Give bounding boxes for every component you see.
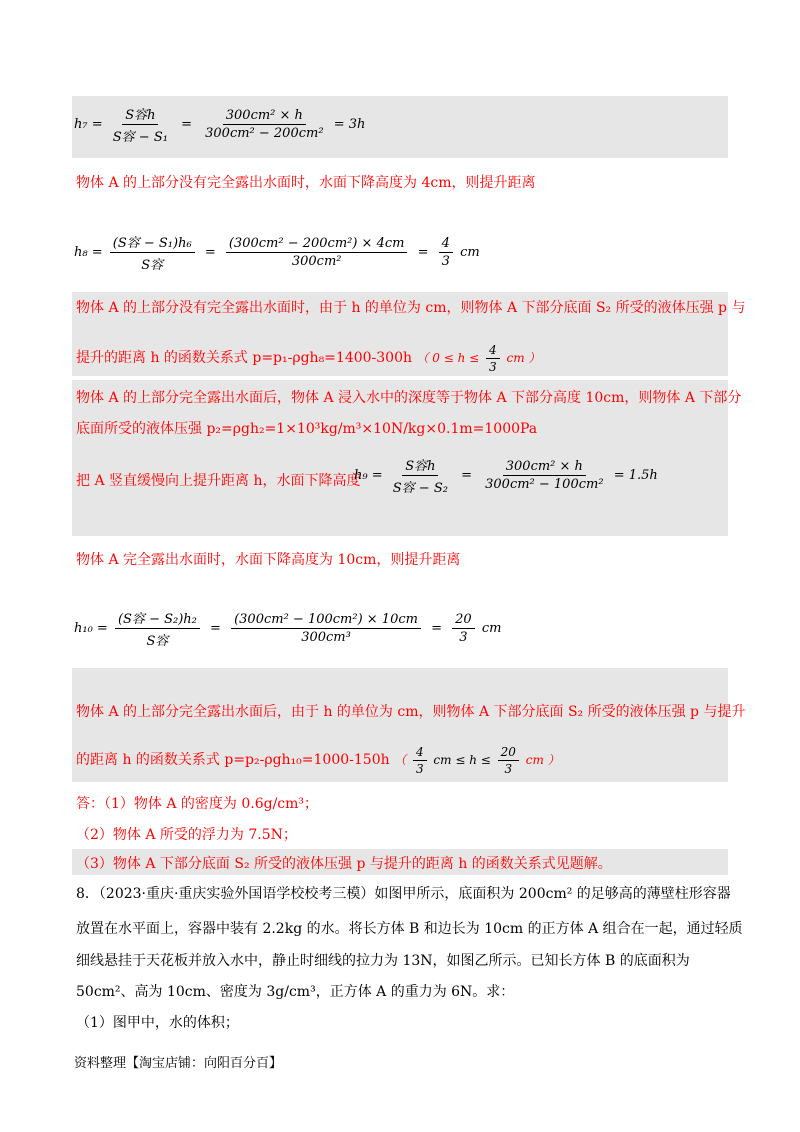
fraction: [110, 104, 171, 145]
function-expression: 的距离 h 的函数关系式 p=p₂-ρgh₁₀=1000-150h: [76, 752, 390, 768]
range-expression: [416, 343, 541, 374]
formula-lhs: h₉ =: [354, 468, 383, 483]
fraction: [439, 236, 453, 269]
denominator: 3: [459, 630, 468, 645]
range-right: cm ）: [525, 753, 560, 767]
fraction: [413, 745, 427, 776]
denominator: 300cm² − 100cm²: [485, 477, 604, 492]
numerator: (300cm² − 200cm²) × 4cm: [226, 236, 408, 253]
text-line: 把 A 竖直缓慢向上提升距离 h，水面下降高度: [76, 473, 361, 489]
text-line: 物体 A 的上部分完全露出水面后，物体 A 浸入水中的深度等于物体 A 下部分高度 10cm，则物体 A 下部分: [76, 390, 742, 406]
numerator: 300cm² × h: [223, 108, 306, 125]
numerator: S容h: [402, 455, 438, 476]
function-expression: 提升的距离 h 的函数关系式 p=p₁-ρgh₈=1400-300h: [76, 350, 413, 366]
range-left: （ 0 ≤ h ≤: [416, 351, 480, 365]
formula-result: = 1.5h: [613, 468, 658, 483]
answer-line-1: 答：（1）物体 A 的密度为 0.6g/cm³；: [76, 796, 319, 812]
text-line: [76, 745, 560, 776]
denominator: S容: [141, 258, 164, 273]
answer-line-2: （2）物体 A 所受的浮力为 7.5N；: [76, 827, 297, 843]
fraction: [231, 612, 421, 645]
denominator: 300cm² − 200cm²: [205, 126, 324, 141]
text-line: 底面所受的液体压强 p₂=ρgh₂=1×10³kg/m³×10N/kg×0.1m=1000Pa: [76, 421, 538, 437]
text-line: 物体 A 的上部分完全露出水面后，由于 h 的单位为 cm，则物体 A 下部分底面 S₂ 所受的液体压强 p 与提升: [76, 704, 746, 720]
denominator: 300cm²: [291, 254, 342, 269]
formula-h9: h₉ = $\frac{\text{S容h}}{\text{S容 − S₂}}$ = $\frac{\text{300cm² × h}}{\text{300cm² − 100cm²}}$ = 1.5h: [354, 455, 658, 496]
range-right: cm ）: [506, 351, 541, 365]
question-8-sub-1: （1）图甲中，水的体积；: [76, 1015, 239, 1031]
text-line: 物体 A 完全露出水面时，水面下降高度为 10cm，则提升距离: [76, 552, 461, 568]
question-8-line-4: 50cm²、高为 10cm、密度为 3g/cm³，正方体 A 的重力为 6N。求：: [76, 984, 515, 1000]
formula-lhs: h₈ =: [74, 245, 103, 260]
denominator: 3: [415, 762, 424, 776]
text-line: [76, 343, 540, 374]
numerator: 300cm² × h: [503, 459, 586, 476]
fraction: [110, 232, 195, 273]
numerator: 20: [452, 612, 475, 629]
numerator: (S容 − S₁)h₆: [110, 232, 195, 253]
fraction: [202, 108, 326, 141]
denominator: 3: [441, 254, 450, 269]
formula-unit: cm: [481, 621, 502, 636]
range-left: （: [394, 753, 407, 767]
denominator: S容: [146, 634, 169, 649]
denominator: 3: [489, 360, 497, 374]
numerator: (300cm² − 100cm²) × 10cm: [231, 612, 421, 629]
numerator: S容h: [122, 104, 158, 125]
fraction: [115, 608, 200, 649]
fraction: [452, 612, 475, 645]
range-middle: cm ≤ h ≤: [433, 753, 491, 767]
question-8-line-1: 8．（2023·重庆·重庆实验外国语学校校考三模）如图甲所示，底面积为 200cm² 的足够高的薄壁柱形容器: [76, 886, 731, 902]
denominator: 300cm³: [301, 630, 351, 645]
formula-h7: h₇ = $\frac{\text{S容h}}{\text{S容 − S₁}}$ = $\frac{\text{300cm² × h}}{\text{300cm² − 200cm²}}$ = 3h: [74, 104, 365, 145]
range-expression: [394, 745, 560, 776]
numerator: 4: [486, 343, 500, 359]
fraction: [486, 343, 500, 374]
formula-lhs: h₁₀ =: [74, 621, 108, 636]
question-8-line-3: 细线悬挂于天花板并放入水中，静止时细线的拉力为 13N，如图乙所示。已知长方体 B 的底面积为: [76, 953, 690, 969]
formula-h10: h₁₀ = $\frac{\text{(S容 − S₂)h₂}}{\text{S容}}$ = $\frac{\text{(300cm² − 100cm²) × 10cm}}{\text{300cm³}}$ = $\frac{20}{3}$ cm: [74, 608, 501, 649]
fraction: [498, 745, 519, 776]
formula-lhs: h₇ =: [74, 117, 103, 132]
denominator: S容 − S₂: [392, 481, 448, 496]
numerator: 4: [439, 236, 453, 253]
text-line: 物体 A 的上部分没有完全露出水面时，由于 h 的单位为 cm，则物体 A 下部分底面 S₂ 所受的液体压强 p 与: [76, 300, 746, 316]
text-line: 物体 A 的上部分没有完全露出水面时，水面下降高度为 4cm，则提升距离: [76, 175, 536, 191]
question-8-line-2: 放置在水平面上，容器中装有 2.2kg 的水。将长方体 B 和边长为 10cm 的正方体 A 组合在一起，通过轻质: [76, 921, 743, 937]
page-footer: 资料整理【淘宝店铺：向阳百分百】: [74, 1056, 283, 1071]
formula-h8: h₈ = $\frac{\text{(S容 − S₁)h₆}}{\text{S容}}$ = $\frac{\text{(300cm² − 200cm²) × 4cm}}{\text{300cm²}}$ = $\frac{4}{3}$ cm: [74, 232, 480, 273]
fraction: [390, 455, 451, 496]
denominator: 3: [504, 762, 513, 776]
fraction: [226, 236, 408, 269]
formula-result: = 3h: [333, 117, 366, 132]
numerator: 20: [498, 745, 519, 761]
formula-unit: cm: [460, 245, 480, 260]
denominator: S容 − S₁: [112, 130, 168, 145]
fraction: [482, 459, 606, 492]
numerator: (S容 − S₂)h₂: [115, 608, 200, 629]
numerator: 4: [413, 745, 427, 761]
answer-line-3: （3）物体 A 下部分底面 S₂ 所受的液体压强 p 与提升的距离 h 的函数关系式见题解。: [76, 856, 612, 872]
